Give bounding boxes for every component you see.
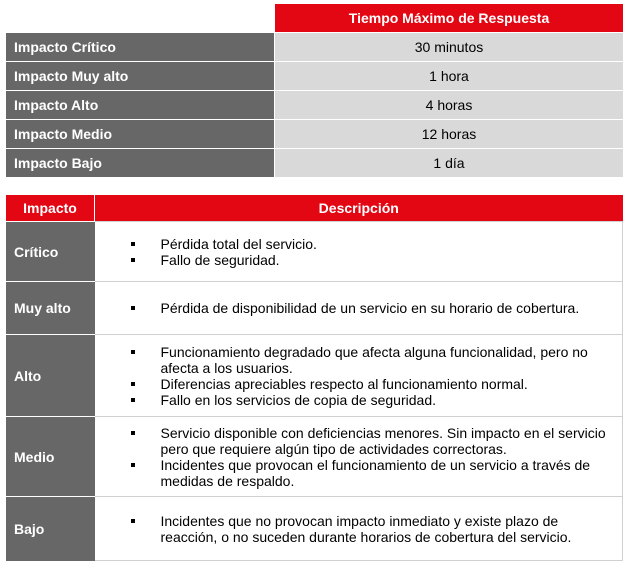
table-row bbox=[6, 33, 623, 62]
bullet-text: Fallo de seguridad. bbox=[160, 251, 280, 268]
bullet-icon bbox=[131, 306, 135, 310]
bullet-text: Diferencias apreciables respecto al funcionamiento normal. bbox=[160, 375, 528, 392]
bullet-icon bbox=[131, 350, 135, 354]
impact-description bbox=[95, 497, 623, 561]
list-item bbox=[131, 376, 613, 392]
response-time-header: Tiempo Máximo de Respuesta bbox=[275, 4, 624, 33]
bullet-icon bbox=[131, 382, 135, 386]
response-time-value: 1 hora bbox=[275, 62, 624, 91]
impact-label: Impacto Muy alto bbox=[6, 62, 275, 91]
table-row bbox=[6, 417, 623, 497]
response-time-value: 12 horas bbox=[275, 120, 624, 149]
list-item bbox=[131, 425, 613, 457]
impact-label: Impacto Alto bbox=[6, 91, 275, 120]
impact-description bbox=[95, 222, 623, 282]
bullet-icon bbox=[131, 431, 135, 435]
impact-label: Crítico bbox=[6, 222, 95, 282]
bullet-icon bbox=[131, 398, 135, 402]
impact-description bbox=[95, 335, 623, 417]
impact-label: Alto bbox=[6, 335, 95, 417]
bullet-text: Fallo en los servicios de copia de seguridad. bbox=[160, 391, 436, 408]
list-item bbox=[131, 252, 613, 268]
bullet-text: Pérdida total del servicio. bbox=[160, 235, 317, 252]
table-row bbox=[6, 335, 623, 417]
impact-description bbox=[95, 417, 623, 497]
bullet-list bbox=[95, 513, 613, 545]
list-item bbox=[131, 236, 613, 252]
response-time-table bbox=[6, 4, 623, 178]
bullet-text: Incidentes que no provocan impacto inmediato y existe plazo de reacción, o no suceden durante horarios de cobertura del servicio. bbox=[160, 512, 572, 545]
bullet-icon bbox=[131, 242, 135, 246]
description-header-row bbox=[6, 195, 623, 222]
list-item bbox=[131, 513, 613, 545]
bullet-list bbox=[95, 344, 613, 408]
table-row bbox=[6, 120, 623, 149]
bullet-text: Incidentes que provocan el funcionamiento de un servicio a través de medidas de respaldo. bbox=[160, 456, 591, 489]
impact-description bbox=[95, 282, 623, 335]
bullet-text: Pérdida de disponibilidad de un servicio en su horario de cobertura. bbox=[160, 300, 580, 316]
description-column-header: Descripción bbox=[95, 195, 623, 222]
bullet-icon bbox=[131, 463, 135, 467]
list-item bbox=[131, 300, 613, 316]
response-time-header-row bbox=[6, 4, 623, 33]
response-time-value: 1 día bbox=[275, 149, 624, 178]
bullet-icon bbox=[131, 519, 135, 523]
bullet-list bbox=[95, 236, 613, 268]
impact-label: Bajo bbox=[6, 497, 95, 561]
impact-label: Impacto Crítico bbox=[6, 33, 275, 62]
bullet-list bbox=[95, 425, 613, 489]
table-row bbox=[6, 222, 623, 282]
impact-label: Impacto Bajo bbox=[6, 149, 275, 178]
table-row bbox=[6, 62, 623, 91]
bullet-icon bbox=[131, 258, 135, 262]
table-row bbox=[6, 91, 623, 120]
bullet-text: Funcionamiento degradado que afecta alguna funcionalidad, pero no afecta a los usuarios. bbox=[160, 343, 588, 376]
impact-column-header: Impacto bbox=[6, 195, 95, 222]
impact-label: Medio bbox=[6, 417, 95, 497]
list-item bbox=[131, 392, 613, 408]
bullet-list bbox=[95, 300, 613, 316]
impact-label: Impacto Medio bbox=[6, 120, 275, 149]
list-item bbox=[131, 344, 613, 376]
table-row bbox=[6, 282, 623, 335]
table-row bbox=[6, 497, 623, 561]
list-item bbox=[131, 457, 613, 489]
bullet-text: Servicio disponible con deficiencias menores. Sin impacto en el servicio pero que requiere algún tipo de actividades correctoras. bbox=[160, 424, 606, 457]
response-time-value: 4 horas bbox=[275, 91, 624, 120]
table-row bbox=[6, 149, 623, 178]
header-empty-cell bbox=[6, 4, 275, 33]
impact-description-table bbox=[6, 195, 623, 561]
response-time-value: 30 minutos bbox=[275, 33, 624, 62]
impact-label: Muy alto bbox=[6, 282, 95, 335]
